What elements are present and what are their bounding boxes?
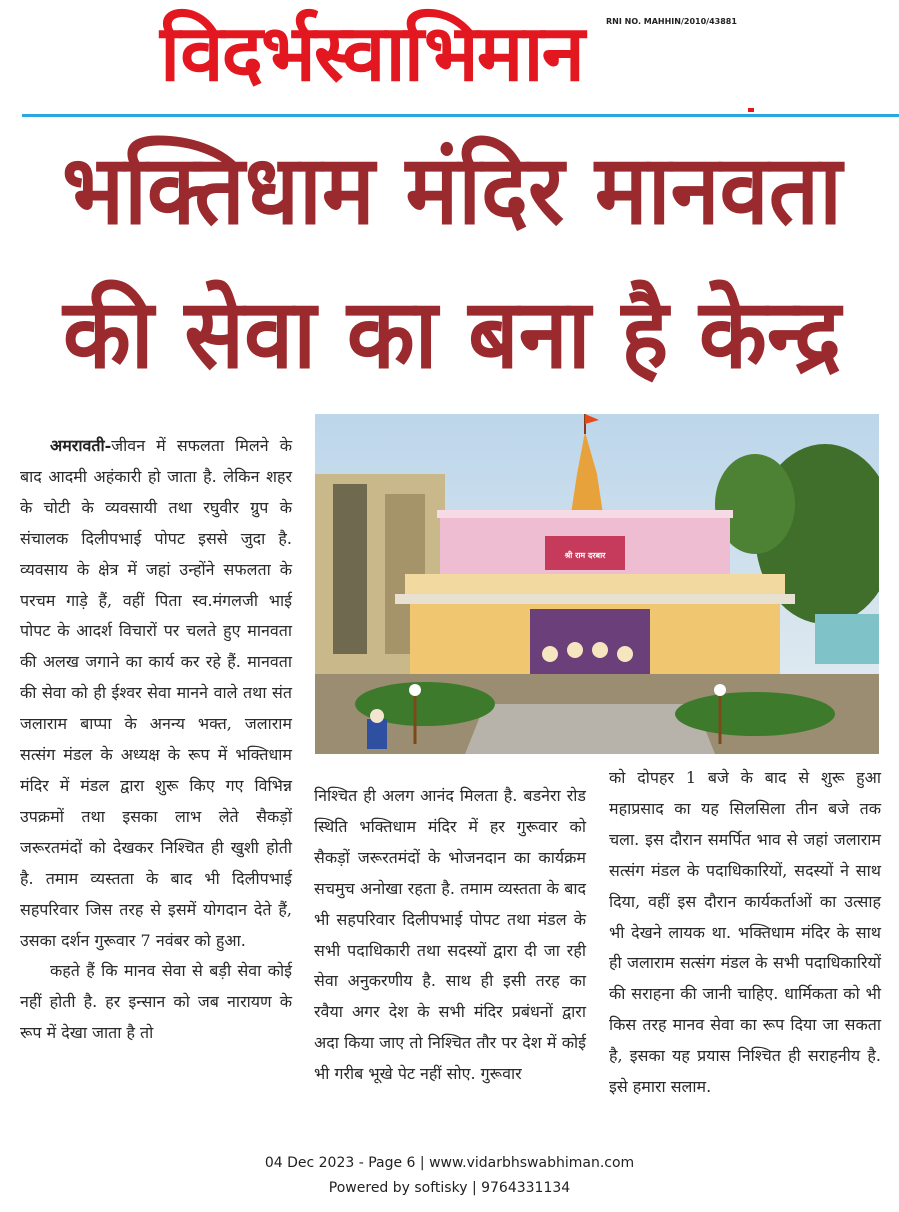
headline-line-2: की सेवा का बना है केन्द्र [62, 278, 842, 390]
article-paragraph-1: जीवन में सफलता मिलने के बाद आदमी अहंकारी हो जाता है. लेकिन शहर के चोटी के व्यवसायी तथा रघुवीर ग्रुप के संचालक दिलीपभाई पोपट इससे जुदा है. व्यवसाय के क्षेत्र में जहां उन्होंने सफलता के परचम गाड़े हैं, वहीं पिता स्व.मंगलजी भाई पोपट के आदर्श विचारों पर चलते हुए मानवता की अलख जगाने का कार्य कर रहे हैं. मानवता की सेवा को ही ईश्वर सेवा मानने वाले तथा संत जलाराम बाप्पा के अनन्य भक्त, जलाराम सत्संग मंडल के अध्यक्ष के रूप में भक्तिधाम मंदिर में मंडल द्वारा शुरू किए गए विभिन्न उपक्रमों तथा इसका लाभ लेते सैकड़ों जरूरतमंदों को देखकर निश्चित ही खुशी होती है. तमाम व्यस्तता के बाद भी दिलीपभाई सहपरिवार जिस तरह से इसमें योगदान देते हैं, उसका दर्शन गुरूवार 7 नवंबर को हुआ. [20, 436, 292, 950]
temple-signboard: श्री राम दरबार [564, 551, 606, 560]
masthead-divider [22, 114, 899, 117]
article-column-2 [314, 781, 586, 1090]
rni-number: RNI NO. MAHHIN/2010/43881 [606, 17, 737, 26]
headline-line-1: भक्तिधाम मंदिर मानवता [62, 134, 842, 246]
masthead-accent [748, 108, 754, 112]
temple-photo [315, 414, 879, 754]
masthead-logo: विदर्भस्वाभिमान [160, 9, 583, 99]
dateline: अमरावती- [50, 436, 112, 455]
article-paragraph-2: कहते हैं कि मानव सेवा से बड़ी सेवा कोई नहीं होती है. हर इन्सान को जब नारायण के रूप में देखा जाता है तो [20, 961, 292, 1043]
article-column-1 [20, 431, 292, 1049]
footer-date-url: 04 Dec 2023 - Page 6 | www.vidarbhswabhiman.com [264, 1155, 635, 1171]
headline [22, 118, 882, 406]
article-paragraph-4: को दोपहर 1 बजे के बाद से शुरू हुआ महाप्रसाद का यह सिलसिला तीन बजे तक चला. इस दौरान समर्पित भाव से जहां जलाराम सत्संग मंडल के पदाधिकारियों, सदस्यों ने साथ दिया, वहीं इस दौरान कार्यकर्ताओं का उत्साह भी देखने लायक था. भक्तिधाम मंदिर के साथ ही जलाराम सत्संग मंडल के सभी पदाधिकारियों की सराहना की जानी चाहिए. धार्मिकता को भी किस तरह मानव सेवा का रूप दिया जा सकता है, इसका यह प्रयास निश्चित ही सराहनीय है. इसे हमारा सलाम. [609, 768, 881, 1097]
article-paragraph-3: निश्चित ही अलग आनंद मिलता है. बडनेरा रोड स्थिति भक्तिधाम मंदिर में हर गुरूवार को सैकड़ों जरूरतमंदों के भोजनदान का कार्यक्रम सचमुच अनोखा रहता है. तमाम व्यस्तता के बाद भी सहपरिवार दिलीपभाई पोपट तथा मंडल के सभी पदाधिकारी तथा सदस्यों द्वारा दी जा रही सेवा अनुकरणीय है. साथ ही इसी तरह का रवैया अगर देश के सभी मंदिर प्रबंधनों द्वारा अदा किया जाए तो निश्चित तौर पर देश में कोई भी गरीब भूखे पेट नहीं सोए. गुरूवार [314, 786, 586, 1084]
footer-credits: Powered by softisky | 9764331134 [328, 1180, 571, 1196]
article-column-3 [609, 763, 881, 1103]
